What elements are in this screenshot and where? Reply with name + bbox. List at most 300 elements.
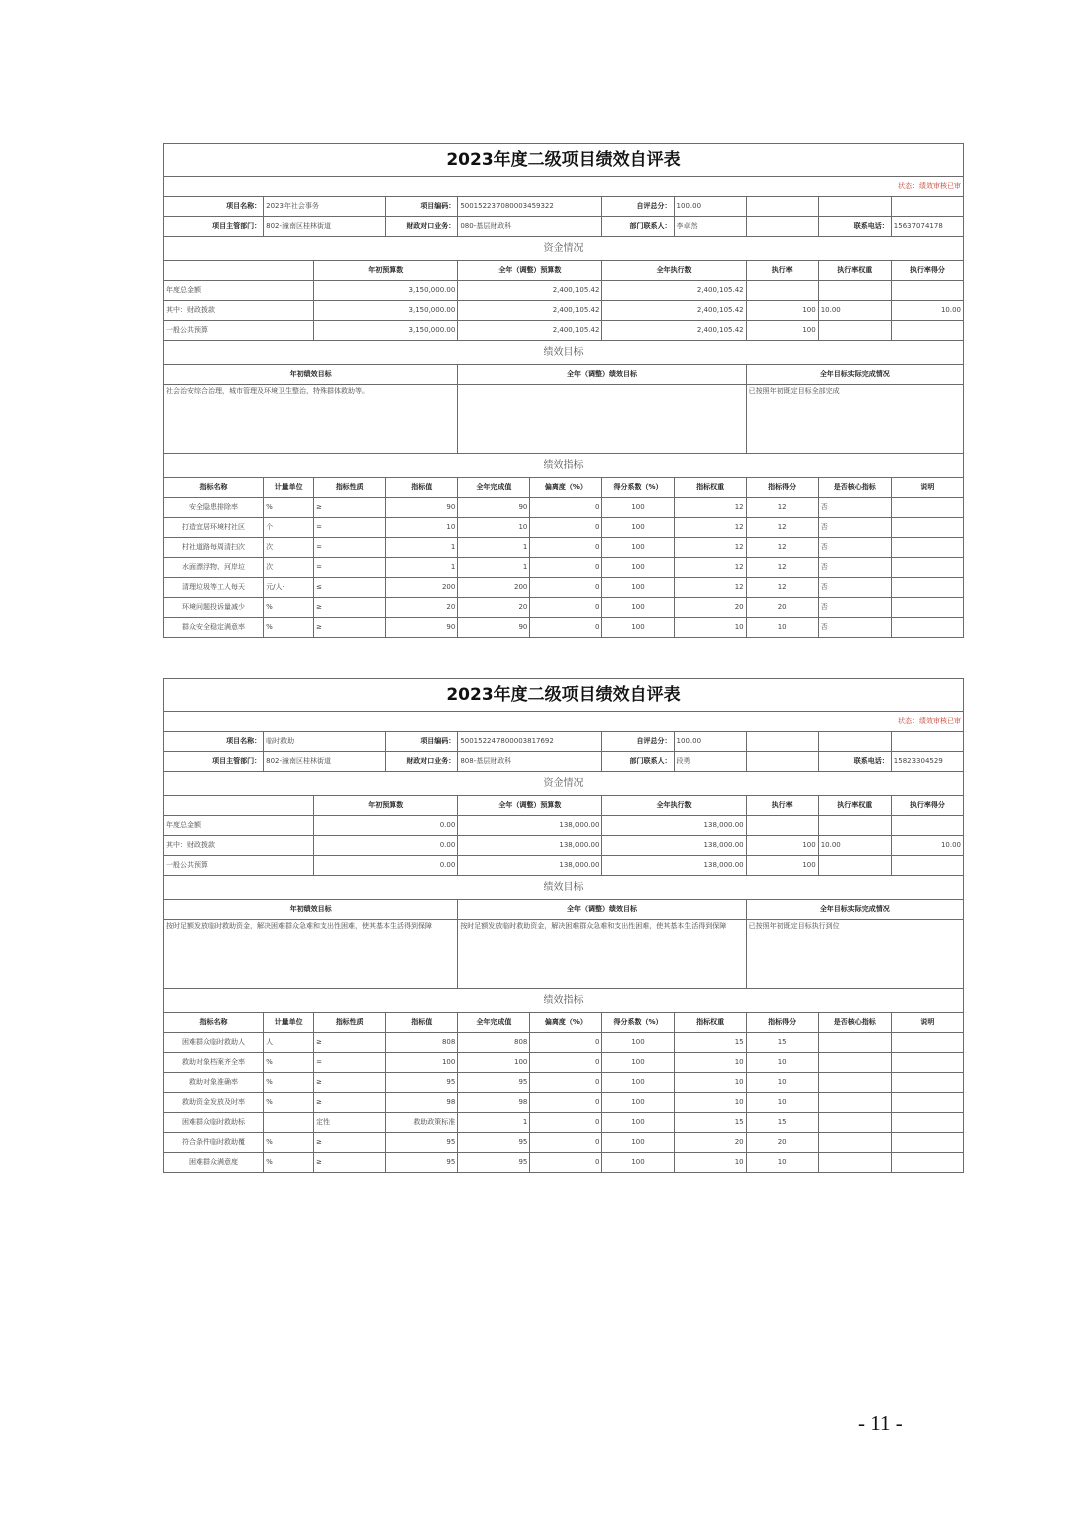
indicator-header: 是否核心指标 — [818, 478, 891, 498]
indicator-cell: 1 — [458, 538, 530, 558]
indicator-cell: 20 — [674, 598, 746, 618]
indicator-cell — [891, 618, 963, 638]
indicator-row — [164, 1133, 964, 1153]
funds-cell: 3,150,000.00 — [314, 321, 458, 341]
indicator-header: 指标权重 — [674, 1013, 746, 1033]
goals-header: 全年目标实际完成情况 — [746, 365, 963, 385]
status-text: 状态：绩效审核已审 — [164, 712, 964, 732]
indicator-cell — [264, 1113, 314, 1133]
goals-section-title: 绩效目标 — [164, 341, 964, 365]
indicator-cell: 95 — [458, 1073, 530, 1093]
indicator-cell: 清理垃圾等工人每天 — [164, 578, 264, 598]
indicator-cell — [818, 1073, 891, 1093]
goals-header: 全年目标实际完成情况 — [746, 900, 963, 920]
indicator-cell: 否 — [818, 518, 891, 538]
indicator-cell: = — [314, 538, 386, 558]
section-row — [164, 989, 964, 1013]
empty-cell — [746, 217, 818, 237]
funds-header-row — [164, 796, 964, 816]
funds-cell: 100 — [746, 856, 818, 876]
indicator-cell: 12 — [674, 578, 746, 598]
funds-cell: 100 — [746, 321, 818, 341]
finance-label: 财政对口业务： — [386, 752, 458, 772]
self-score-label: 自评总分： — [602, 732, 674, 752]
phone-label: 联系电话： — [818, 752, 891, 772]
indicator-cell — [891, 1153, 963, 1173]
indicator-cell: 808 — [458, 1033, 530, 1053]
funds-cell: 138,000.00 — [458, 816, 602, 836]
empty-cell — [891, 732, 963, 752]
indicator-header: 指标值 — [386, 478, 458, 498]
indicator-cell: 90 — [386, 498, 458, 518]
indicator-cell — [891, 1033, 963, 1053]
funds-cell: 年度总金额 — [164, 816, 314, 836]
indicator-header: 计量单位 — [264, 478, 314, 498]
indicator-header: 指标得分 — [746, 478, 818, 498]
indicator-cell: 安全隐患排除率 — [164, 498, 264, 518]
indicator-cell — [891, 538, 963, 558]
funds-cell: 138,000.00 — [458, 856, 602, 876]
indicator-cell: 20 — [746, 1133, 818, 1153]
indicator-cell: 村社道路每周清扫次 — [164, 538, 264, 558]
indicator-cell — [891, 558, 963, 578]
indicator-cell: = — [314, 518, 386, 538]
indicator-header: 说明 — [891, 478, 963, 498]
indicator-cell — [818, 1033, 891, 1053]
indicator-cell: 救助对象档案齐全率 — [164, 1053, 264, 1073]
indicator-cell: 10 — [674, 1093, 746, 1113]
indicator-cell: 否 — [818, 538, 891, 558]
indicator-cell: ≥ — [314, 598, 386, 618]
funds-cell: 138,000.00 — [458, 836, 602, 856]
indicator-cell: % — [264, 618, 314, 638]
indicator-cell: 100 — [602, 1153, 674, 1173]
funds-cell: 0.00 — [314, 816, 458, 836]
funds-cell — [818, 321, 891, 341]
page-number: - 11 - — [858, 1411, 903, 1435]
info-row — [164, 217, 964, 237]
indicator-cell: 90 — [386, 618, 458, 638]
indicator-cell: ≥ — [314, 1133, 386, 1153]
indicator-cell: 90 — [458, 618, 530, 638]
indicator-cell: 100 — [602, 618, 674, 638]
indicator-cell: ≥ — [314, 1073, 386, 1093]
indicator-cell — [818, 1153, 891, 1173]
indicator-cell: 20 — [674, 1133, 746, 1153]
indicator-cell: % — [264, 1093, 314, 1113]
funds-cell: 100 — [746, 301, 818, 321]
indicator-cell: 100 — [602, 1033, 674, 1053]
indicator-cell: 救助政策标准 — [386, 1113, 458, 1133]
contact-label: 部门联系人： — [602, 752, 674, 772]
indicator-cell: 定性 — [314, 1113, 386, 1133]
indicator-header: 指标名称 — [164, 478, 264, 498]
indicator-cell: 10 — [746, 1053, 818, 1073]
funds-cell: 0.00 — [314, 856, 458, 876]
goals-header: 年初绩效目标 — [164, 900, 458, 920]
indicator-cell: 20 — [458, 598, 530, 618]
finance-value: 808-基层财政科 — [458, 752, 602, 772]
goals-header: 年初绩效目标 — [164, 365, 458, 385]
indicator-cell — [891, 1093, 963, 1113]
indicator-cell: 100 — [602, 498, 674, 518]
indicator-row — [164, 1033, 964, 1053]
indicator-header: 指标性质 — [314, 1013, 386, 1033]
dept-value: 802-潼南区桂林街道 — [264, 752, 386, 772]
indicators-section-title: 绩效指标 — [164, 454, 964, 478]
indicator-cell: 困难群众临时救助人 — [164, 1033, 264, 1053]
empty-cell — [818, 732, 891, 752]
indicator-cell: 100 — [602, 1113, 674, 1133]
goals-header-row — [164, 900, 964, 920]
funds-header: 执行率得分 — [891, 261, 963, 281]
indicator-cell: 12 — [674, 518, 746, 538]
indicator-cell: 95 — [458, 1153, 530, 1173]
goals-header: 全年（调整）绩效目标 — [458, 900, 746, 920]
indicator-cell: 救助对象准确率 — [164, 1073, 264, 1093]
contact-value: 段勇 — [674, 752, 746, 772]
indicator-header: 得分系数（%） — [602, 478, 674, 498]
indicator-cell: 10 — [746, 618, 818, 638]
goal-text: 社会治安综合治理，城市管理及环境卫生整治，特殊群体救助等。 — [164, 385, 458, 454]
funds-cell: 0.00 — [314, 836, 458, 856]
indicator-cell: 100 — [602, 1073, 674, 1093]
goal-text — [458, 385, 746, 454]
indicator-row — [164, 1153, 964, 1173]
indicator-cell: 符合条件临时救助覆 — [164, 1133, 264, 1153]
indicator-cell: 12 — [746, 518, 818, 538]
funds-cell — [891, 856, 963, 876]
funds-row — [164, 321, 964, 341]
goal-text: 按时足额发放临时救助资金，解决困难群众急难和支出性困难，使其基本生活得到保障 — [458, 920, 746, 989]
indicator-cell — [891, 498, 963, 518]
indicator-cell: % — [264, 1153, 314, 1173]
indicator-cell: 12 — [746, 538, 818, 558]
funds-cell: 138,000.00 — [602, 816, 746, 836]
indicator-cell: 否 — [818, 618, 891, 638]
indicator-cell: 15 — [674, 1033, 746, 1053]
funds-section-title: 资金情况 — [164, 237, 964, 261]
indicator-header: 偏离度（%） — [530, 1013, 602, 1033]
indicator-header: 说明 — [891, 1013, 963, 1033]
indicator-cell: % — [264, 1053, 314, 1073]
indicator-cell — [818, 1093, 891, 1113]
finance-value: 080-基层财政科 — [458, 217, 602, 237]
funds-header: 全年执行数 — [602, 261, 746, 281]
indicator-cell: 0 — [530, 558, 602, 578]
indicators-section-title: 绩效指标 — [164, 989, 964, 1013]
indicator-cell: 0 — [530, 1153, 602, 1173]
indicator-cell: 0 — [530, 598, 602, 618]
indicator-cell: 12 — [674, 558, 746, 578]
project-code-label: 项目编码： — [386, 197, 458, 217]
funds-cell: 10.00 — [818, 836, 891, 856]
indicator-cell: 0 — [530, 518, 602, 538]
indicator-cell: % — [264, 598, 314, 618]
indicator-cell: 12 — [674, 498, 746, 518]
indicator-cell: 救助资金发放及时率 — [164, 1093, 264, 1113]
funds-cell — [746, 816, 818, 836]
status-row — [164, 712, 964, 732]
self-score-value: 100.00 — [674, 197, 746, 217]
title-row — [164, 679, 964, 712]
funds-cell: 2,400,105.42 — [602, 301, 746, 321]
goals-row — [164, 385, 964, 454]
indicator-cell: 10 — [458, 518, 530, 538]
indicator-cell: 1 — [458, 558, 530, 578]
funds-header: 执行率 — [746, 261, 818, 281]
indicator-cell — [891, 1053, 963, 1073]
indicator-cell — [818, 1053, 891, 1073]
indicator-cell: 0 — [530, 1133, 602, 1153]
indicator-cell: 1 — [458, 1113, 530, 1133]
indicator-cell: 200 — [386, 578, 458, 598]
indicator-header: 得分系数（%） — [602, 1013, 674, 1033]
finance-label: 财政对口业务： — [386, 217, 458, 237]
indicator-cell: 0 — [530, 1033, 602, 1053]
indicator-cell: 12 — [746, 498, 818, 518]
indicator-cell: 元/人· — [264, 578, 314, 598]
indicator-cell: 15 — [674, 1113, 746, 1133]
funds-cell: 3,150,000.00 — [314, 301, 458, 321]
goal-text: 按时足额发放临时救助资金，解决困难群众急难和支出性困难，使其基本生活得到保障 — [164, 920, 458, 989]
self-score-value: 100.00 — [674, 732, 746, 752]
funds-header: 年初预算数 — [314, 261, 458, 281]
funds-header: 执行率得分 — [891, 796, 963, 816]
indicator-cell: = — [314, 558, 386, 578]
indicator-cell: 水面漂浮物、河岸垃 — [164, 558, 264, 578]
indicator-cell: 98 — [458, 1093, 530, 1113]
section-row — [164, 772, 964, 796]
indicator-cell — [891, 578, 963, 598]
indicator-cell: 0 — [530, 1073, 602, 1093]
funds-cell: 一般公共预算 — [164, 856, 314, 876]
indicator-header-row — [164, 478, 964, 498]
indicator-cell: 困难群众满意度 — [164, 1153, 264, 1173]
funds-header: 全年执行数 — [602, 796, 746, 816]
indicator-cell: 打造宜居环境村社区 — [164, 518, 264, 538]
indicator-cell — [891, 598, 963, 618]
funds-header — [164, 796, 314, 816]
indicator-cell: 10 — [674, 1153, 746, 1173]
indicator-cell: 100 — [602, 1053, 674, 1073]
project-code-label: 项目编码： — [386, 732, 458, 752]
funds-cell: 2,400,105.42 — [458, 301, 602, 321]
indicator-cell: 0 — [530, 1053, 602, 1073]
indicator-cell: 100 — [602, 518, 674, 538]
indicator-cell: ≥ — [314, 1093, 386, 1113]
indicator-header: 指标得分 — [746, 1013, 818, 1033]
funds-header: 执行率权重 — [818, 261, 891, 281]
indicator-cell: 100 — [602, 578, 674, 598]
project-name-value: 临时救助 — [264, 732, 386, 752]
indicator-cell: 0 — [530, 538, 602, 558]
indicator-cell: 10 — [746, 1073, 818, 1093]
indicator-cell: 困难群众临时救助标 — [164, 1113, 264, 1133]
funds-cell: 138,000.00 — [602, 856, 746, 876]
indicator-cell: 20 — [746, 598, 818, 618]
indicator-row — [164, 618, 964, 638]
project-code-value: 500152247800003817692 — [458, 732, 602, 752]
indicator-cell: 0 — [530, 498, 602, 518]
indicator-cell: ≤ — [314, 578, 386, 598]
title-row — [164, 144, 964, 177]
indicator-cell: 98 — [386, 1093, 458, 1113]
project-name-value: 2023年社会事务 — [264, 197, 386, 217]
indicator-header: 计量单位 — [264, 1013, 314, 1033]
indicator-cell: 100 — [602, 598, 674, 618]
indicator-header: 偏离度（%） — [530, 478, 602, 498]
indicator-cell: 808 — [386, 1033, 458, 1053]
empty-cell — [891, 197, 963, 217]
funds-cell: 3,150,000.00 — [314, 281, 458, 301]
indicator-cell: 次 — [264, 558, 314, 578]
indicator-cell: % — [264, 498, 314, 518]
indicator-cell: 15 — [746, 1033, 818, 1053]
sheet-title: 2023年度二级项目绩效自评表 — [164, 679, 964, 712]
indicator-row — [164, 578, 964, 598]
indicator-cell: 12 — [746, 558, 818, 578]
indicator-cell: 95 — [386, 1153, 458, 1173]
indicator-header: 指标值 — [386, 1013, 458, 1033]
indicator-cell: 95 — [386, 1073, 458, 1093]
indicator-cell: ≥ — [314, 1153, 386, 1173]
funds-row — [164, 856, 964, 876]
info-row — [164, 197, 964, 217]
indicator-row — [164, 498, 964, 518]
funds-row — [164, 281, 964, 301]
goals-row — [164, 920, 964, 989]
indicator-cell — [818, 1133, 891, 1153]
indicator-cell: 次 — [264, 538, 314, 558]
indicator-header: 指标权重 — [674, 478, 746, 498]
evaluation-table — [163, 143, 964, 638]
indicator-cell: 100 — [386, 1053, 458, 1073]
indicator-cell: 90 — [458, 498, 530, 518]
indicator-header: 全年完成值 — [458, 478, 530, 498]
funds-cell — [818, 281, 891, 301]
funds-cell: 2,400,105.42 — [458, 321, 602, 341]
funds-cell: 年度总金额 — [164, 281, 314, 301]
funds-cell: 100 — [746, 836, 818, 856]
indicator-header-row — [164, 1013, 964, 1033]
funds-cell: 其中：财政拨款 — [164, 836, 314, 856]
indicator-cell: 0 — [530, 1113, 602, 1133]
funds-cell — [746, 281, 818, 301]
funds-header — [164, 261, 314, 281]
contact-value: 李卓然 — [674, 217, 746, 237]
dept-value: 802-潼南区桂林街道 — [264, 217, 386, 237]
indicator-cell: % — [264, 1073, 314, 1093]
status-text: 状态：绩效审核已审 — [164, 177, 964, 197]
funds-cell — [891, 321, 963, 341]
indicator-cell: 10 — [674, 618, 746, 638]
indicator-cell: 100 — [602, 538, 674, 558]
indicator-row — [164, 518, 964, 538]
goal-text: 已按照年初既定目标执行到位 — [746, 920, 963, 989]
sheet-title: 2023年度二级项目绩效自评表 — [164, 144, 964, 177]
indicator-cell — [818, 1113, 891, 1133]
indicator-cell: 否 — [818, 598, 891, 618]
indicator-cell: ≥ — [314, 1033, 386, 1053]
empty-cell — [746, 752, 818, 772]
indicator-header: 全年完成值 — [458, 1013, 530, 1033]
funds-row — [164, 301, 964, 321]
indicator-cell: 12 — [674, 538, 746, 558]
funds-cell: 10.00 — [818, 301, 891, 321]
indicator-cell: 100 — [602, 1093, 674, 1113]
indicator-row — [164, 558, 964, 578]
evaluation-sheet-1 — [163, 143, 964, 638]
funds-cell: 其中：财政拨款 — [164, 301, 314, 321]
indicator-row — [164, 1113, 964, 1133]
indicator-cell: 1 — [386, 538, 458, 558]
goal-text: 已按照年初既定目标全部完成 — [746, 385, 963, 454]
funds-cell: 10.00 — [891, 301, 963, 321]
indicator-row — [164, 1053, 964, 1073]
indicator-cell: 个 — [264, 518, 314, 538]
project-name-label: 项目名称： — [164, 732, 264, 752]
indicator-cell: 否 — [818, 558, 891, 578]
section-row — [164, 237, 964, 261]
section-row — [164, 341, 964, 365]
indicator-cell: 环境问题投诉量减少 — [164, 598, 264, 618]
indicator-cell: 10 — [674, 1053, 746, 1073]
indicator-cell: 0 — [530, 1093, 602, 1113]
funds-header: 执行率 — [746, 796, 818, 816]
contact-label: 部门联系人： — [602, 217, 674, 237]
indicator-cell: 人 — [264, 1033, 314, 1053]
indicator-cell: 100 — [458, 1053, 530, 1073]
indicator-cell — [891, 1113, 963, 1133]
funds-cell — [891, 281, 963, 301]
info-row — [164, 752, 964, 772]
indicator-cell — [891, 518, 963, 538]
indicator-cell: 200 — [458, 578, 530, 598]
indicator-cell: 12 — [746, 578, 818, 598]
goals-header: 全年（调整）绩效目标 — [458, 365, 746, 385]
indicator-cell — [891, 1133, 963, 1153]
evaluation-sheet-2 — [163, 678, 964, 1173]
funds-header: 全年（调整）预算数 — [458, 796, 602, 816]
funds-header: 执行率权重 — [818, 796, 891, 816]
goals-section-title: 绩效目标 — [164, 876, 964, 900]
indicator-header: 是否核心指标 — [818, 1013, 891, 1033]
funds-cell: 10.00 — [891, 836, 963, 856]
section-row — [164, 454, 964, 478]
status-row — [164, 177, 964, 197]
indicator-cell: 1 — [386, 558, 458, 578]
indicator-cell: 10 — [746, 1153, 818, 1173]
empty-cell — [818, 197, 891, 217]
dept-label: 项目主管部门： — [164, 752, 264, 772]
funds-section-title: 资金情况 — [164, 772, 964, 796]
indicator-cell: 10 — [674, 1073, 746, 1093]
funds-cell: 2,400,105.42 — [458, 281, 602, 301]
project-code-value: 500152237080003459322 — [458, 197, 602, 217]
info-row — [164, 732, 964, 752]
indicator-cell: 0 — [530, 578, 602, 598]
indicator-header: 指标性质 — [314, 478, 386, 498]
self-score-label: 自评总分： — [602, 197, 674, 217]
indicator-cell: 95 — [386, 1133, 458, 1153]
funds-cell: 一般公共预算 — [164, 321, 314, 341]
indicator-cell: 100 — [602, 1133, 674, 1153]
phone-value: 15637074178 — [891, 217, 963, 237]
phone-value: 15823304529 — [891, 752, 963, 772]
indicator-cell: 10 — [746, 1093, 818, 1113]
indicator-cell: 15 — [746, 1113, 818, 1133]
